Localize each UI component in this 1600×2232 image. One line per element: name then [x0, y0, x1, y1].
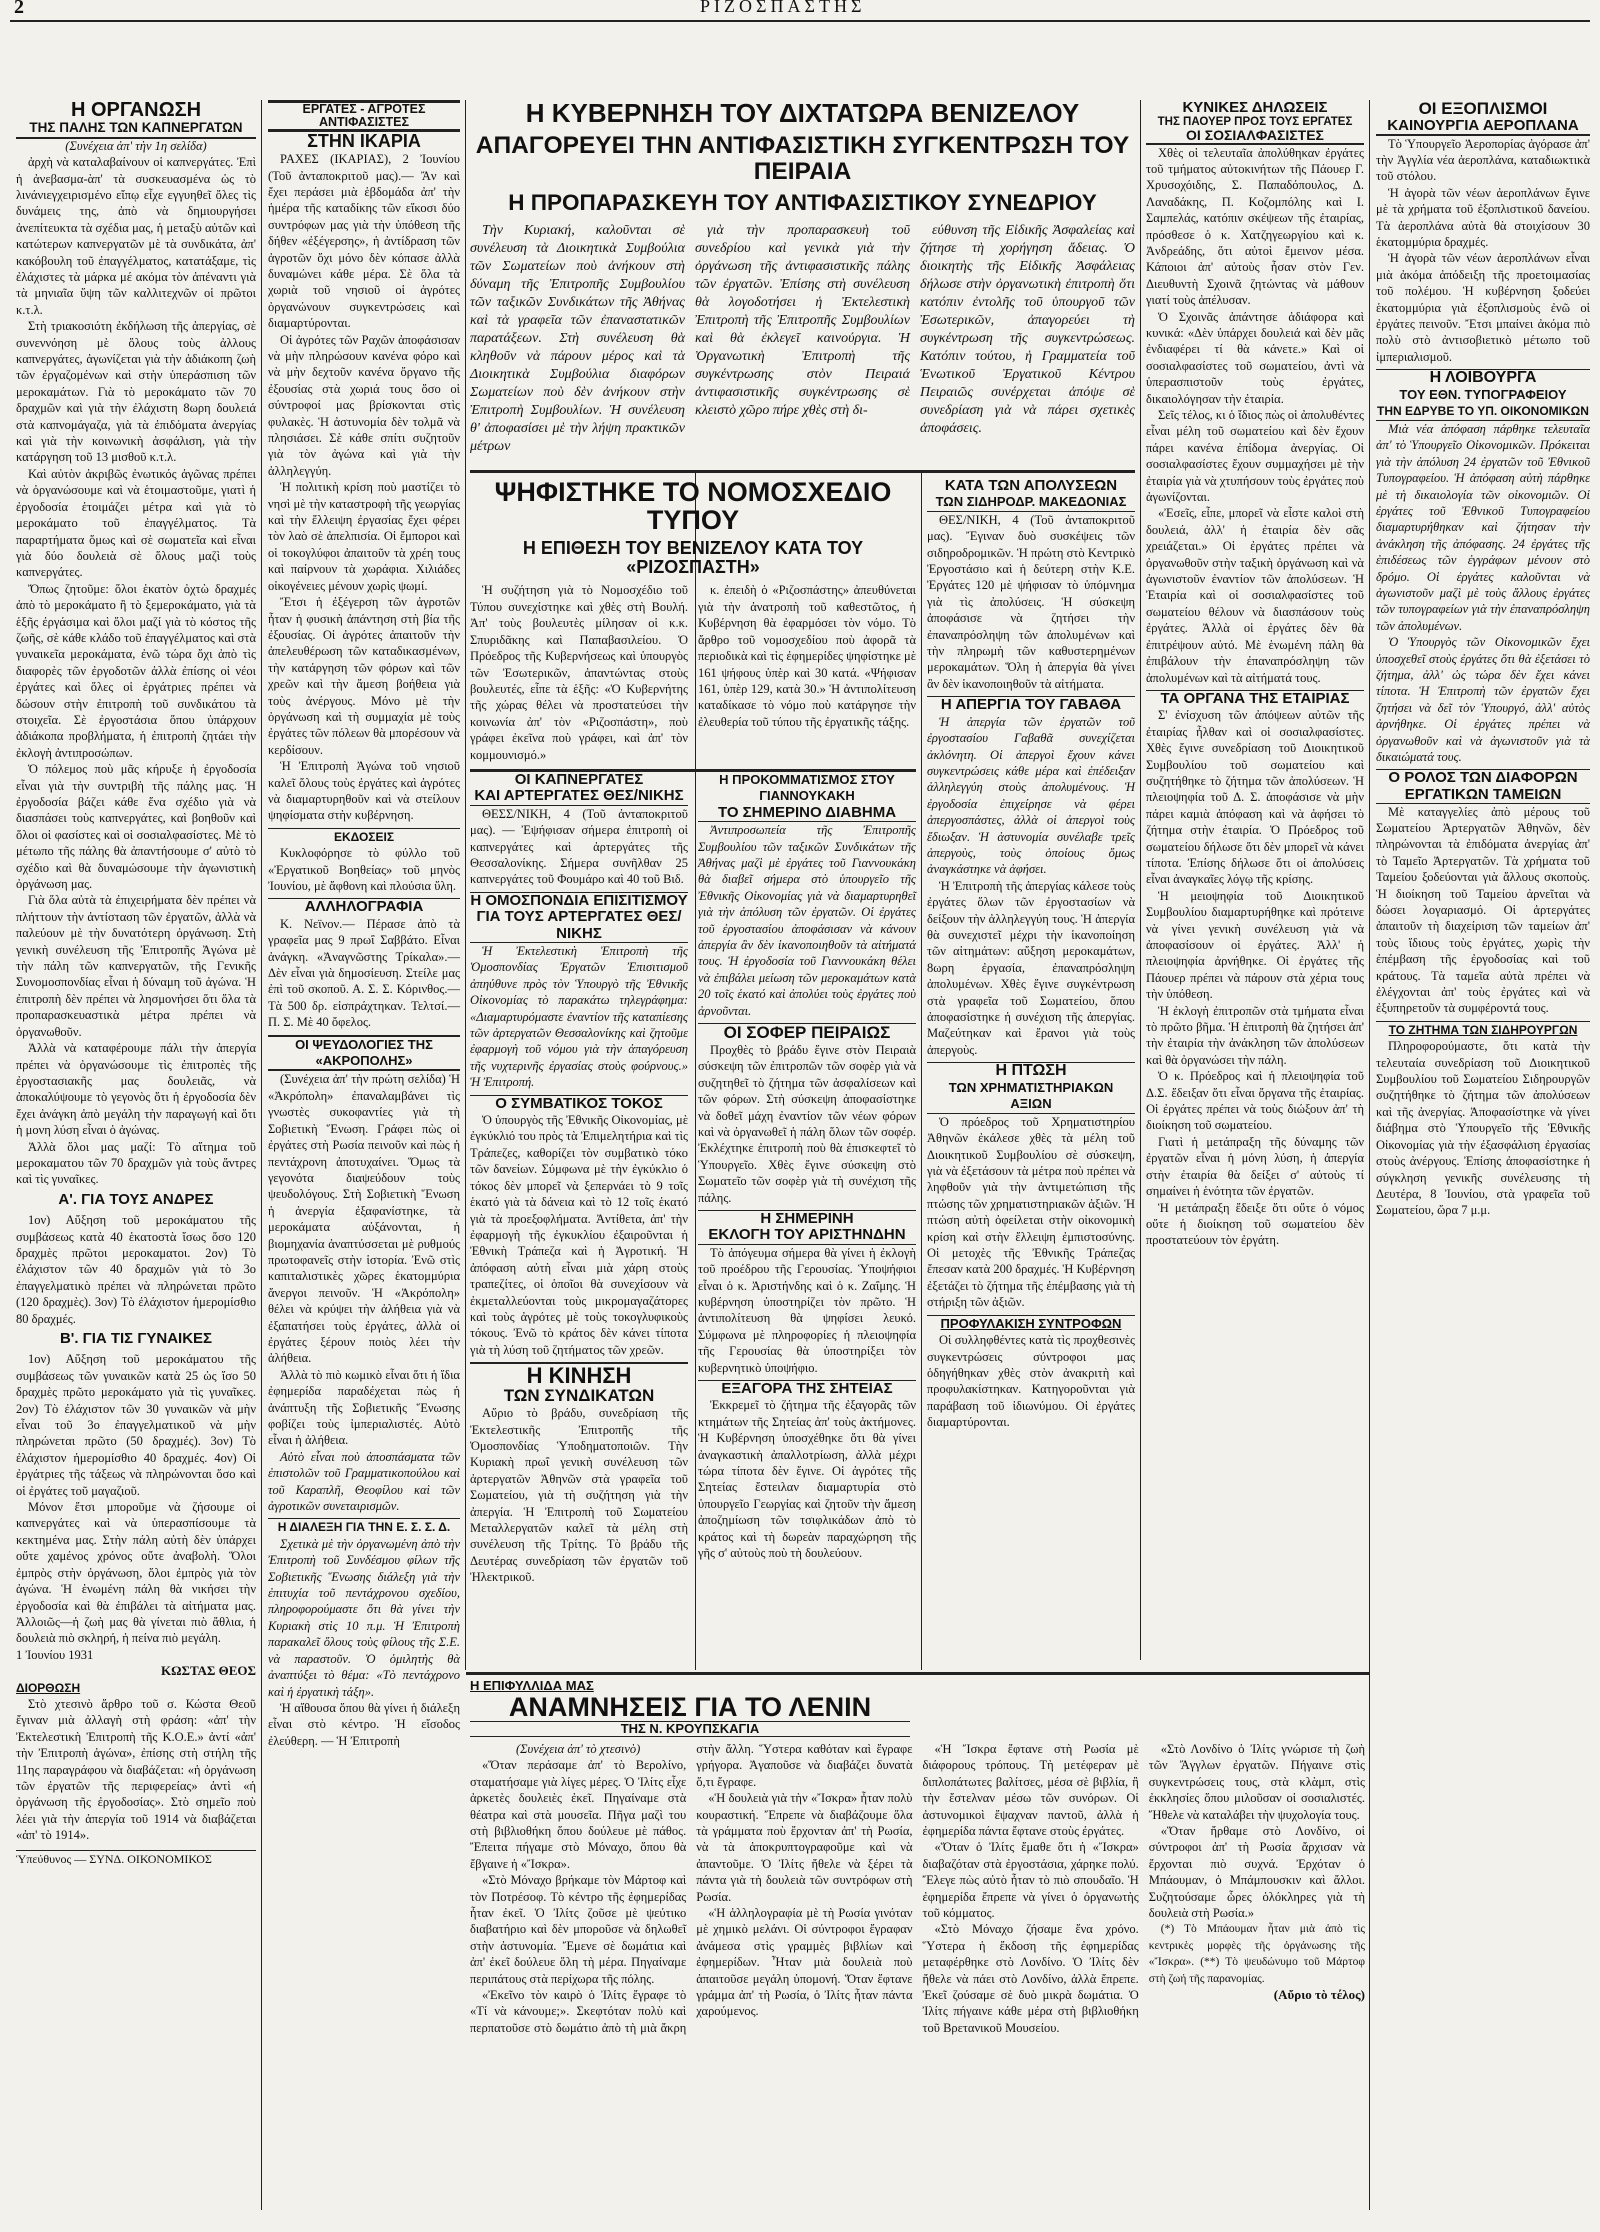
paragraph: Μιὰ νέα ἀπόφαση πάρθηκε τελευταῖα ἀπ' τὸ Ὑπουργεῖο Οἰκονομικῶν. Πρόκειται γιὰ τὴν ἀπόλυση 24 ἐργατῶν τοῦ Ἐθνικοῦ Τυπογραφείου. Ἡ ἀπόφαση αὐτὴ πάρθηκε μὲ τὴ δικαιολογία τῶν οἰκονομιῶν. Οἱ ἐργάτες τοῦ Ἐθνικοῦ Τυπογραφείου διαμαρτυρήθηκαν καὶ ζήτησαν τὴν ἀνάκληση τῆς ἀπόφασης. 24 ἐργάτες τῆς ἐπιδέσεως τῶν ἐγγράφων μένουν στὸ δρόμο. Οἱ ἐργάτες καλοῦνται νὰ ἀγωνιστοῦν μαζὶ μὲ τοὺς ἄλλους ἐργάτες τῶν τυπογραφείων γιὰ τὴν ἐπαναπρόσληψη τῶν ἀπολυμένων. — [1376, 421, 1590, 633]
section-heading: Η ΠΤΩΣΗ — [927, 1062, 1135, 1080]
article-kapnergates — [16, 100, 256, 2210]
section-heading: ΚΑΤΑ ΤΩΝ ΑΠΟΛΥΣΕΩΝ — [944, 477, 1118, 494]
paragraph: «Ὅταν ἤρθαμε στὸ Λονδίνο, οἱ σύντροφοι ἀπ' τὴ Ρωσία ἄρχισαν νὰ ἔρχονται πιὸ συχνά. Ἐρχόταν ὁ Μπάουμαν, ὁ Μπάμπουσκιν καὶ ἄλλοι. Συζητούσαμε ὧρες ὁλόκληρες γιὰ τὴ δουλειὰ στὴ Ρωσία.» — [1148, 1824, 1365, 1921]
paragraph: Καὶ αὐτὸν ἀκριβῶς ἐνωτικός ἀγῶνας πρέπει νὰ ὀργανώσουμε καὶ νὰ ἑτοιμαστοῦμε, γιατὶ ἡ ἐργοδοσία ἑτοιμάζει μέτρα καὶ γιὰ τὸ μεροκάματο τοῦ ἐπαγγέλματος. Τὰ παραρτήματα ὅμως καὶ σὲ σωματεῖα καὶ εἶναι γιὰ δύο δουλειὰ σὲ ὅλους μαζὶ τοὺς καπνεργάτες. — [16, 466, 256, 580]
column-divider — [921, 470, 922, 1670]
section-rule — [470, 470, 1135, 473]
section-heading: ΤΩΝ ΧΡΗΜΑΤΙΣΤΗΡΙΑΚΩΝ ΑΞΙΩΝ — [927, 1080, 1135, 1114]
column-divider — [261, 100, 262, 2210]
section-heading: Η ΠΡΟΚΟΜΜΑΤΙΣΜΟΣ ΣΤΟΥ ΓΙΑΝΝΟΥΚΑΚΗ — [719, 771, 895, 804]
section-heading: ΠΡΟΦΥΛΑΚΙΣΗ ΣΥΝΤΡΟΦΩΝ — [927, 1315, 1135, 1332]
article-subtitle: ΚΑΙΝΟΥΡΓΙΑ ΑΕΡΟΠΛΑΝΑ — [1376, 118, 1590, 136]
paragraph: Ἐκκρεμεῖ τὸ ζήτημα τῆς ἐξαγορᾶς τῶν κτημάτων τῆς Σητείας ἀπ' τοὺς ἀκτήμονες. Ἡ Κυβέρνηση ὑποσχέθηκε ὅτι θὰ γίνει ἀναγκαστικὴ ἀπαλλοτρίωση, ἀλλὰ μέχρι τώρα τίποτα δὲν ἔγινε. Οἱ ἀγρότες τῆς Σητείας ἔστειλαν διαμαρτυρία στὸ ὑπουργεῖο Γεωργίας καὶ ζητοῦν τὴν ἄμεση ἀποζημίωση τῶν τσιφλικάδων ἀπὸ τὸ κράτος καὶ τὴ δωρεὰν παραχώρηση τῆς γῆς σ' αὐτοὺς ποὺ τὴ δουλεύουν. — [698, 1398, 916, 1561]
section-heading: ΤΟΥ ΕΘΝ. ΤΥΠΟΓΡΑΦΕΙΟΥ — [1399, 387, 1567, 403]
paragraph: Σχετικὰ μὲ τὴν ὀργανωμένη ἀπὸ τὴν Ἐπιτροπὴ τοῦ Συνδέσμου φίλων τῆς Σοβιετικῆς Ἕνωσης διάλεξη γιὰ τὴν ἐπιτυχία τοῦ πεντάχρονου σχεδίου, πληροφορούμαστε ὅτι θὰ γίνει τὴν Κυριακὴ στὶς 10 π.μ. Ἡ Ἐπιτροπὴ παρακαλεῖ ὅλους τοὺς φίλους τῆς Σ.Ε. νὰ παραστοῦν. Ὁ ὁμιλητὴς θὰ ἀναπτύξει τὸ θέμα: «Τὸ πεντάχρονο καὶ ἡ ἐργατικὴ τάξη». — [268, 1536, 460, 1699]
paragraph: Αὔριο τὸ βράδυ, συνεδρίαση τῆς Ἐκτελεστικῆς Ἐπιτροπῆς τῆς Ὁμοσπονδίας Ὑποδηματοποιῶν. Τὴν Κυριακὴ πρωΐ γενικὴ συνέλευση τῶν ἀρτεργατῶν Ἀθηνῶν στὰ γραφεῖα τοῦ Σωματείου, γιὰ τὴ συζήτηση γιὰ τὴν ἀπεργία. Ἡ Ἐπιτροπὴ τοῦ Σωματείου Μεταλλεργατῶν καλεῖ τὰ μέλη στὴ συνέλευση τῆς Τρίτης. Τὸ βράδυ τῆς Δευτέρας συνεδρίαση τῶν ἐργατῶν τοῦ Ἠλεκτρικοῦ. — [470, 1406, 688, 1585]
headline: Η ΠΡΟΠΑΡΑΣΚΕΥΗ ΤΟΥ ΑΝΤΙΦΑΣΙΣΤΙΚΟΥ ΣΥΝΕΔΡΙΟΥ — [508, 189, 1097, 215]
section-heading: Η ΔΙΑΛΕΞΗ ΓΙΑ ΤΗΝ Ε. Σ. Σ. Δ. — [268, 1518, 460, 1535]
headline: Η ΕΠΙΘΕΣΗ ΤΟΥ ΒΕΝΙΖΕΛΟΥ ΚΑΤΑ ΤΟΥ «ΡΙΖΟΣΠΑΣΤΗ» — [522, 537, 864, 577]
article-column-5 — [927, 478, 1135, 1668]
paragraph: «Στὸ Λονδίνο ὁ Ἰλίτς γνώρισε τὴ ζωὴ τῶν Ἄγγλων ἐργατῶν. Πήγαινε στὶς συγκεντρώσεις τους, στὰ κλὰμπ, στὶς ἐκκλησίες ὅπου μιλοῦσαν οἱ σοσιαλιστές. Ἤθελε νὰ καταλάβει τὴν ψυχολογία τους. — [1148, 1741, 1365, 1822]
paragraph: ΡΑΧΕΣ (ΙΚΑΡΙΑΣ), 2 Ἰουνίου (Τοῦ ἀνταποκριτοῦ μας).— Ἄν καὶ ἔχει περάσει μιὰ ἑβδομάδα ἀπ' τὴν ἡμέρα τῆς καταδίκης τῶν εἴκοσι δύο συντρόφων μας γιὰ τὴν ὑπόθεση τῆς δήθεν «ἐξέγερσης», ἡ ἀντίδραση τῶν ἀγροτῶν ὄχι μόνο δὲν κόπασε ἀλλὰ δυναμώνει κάθε μέρα. Σὲ ὅλα τὰ χωριὰ τοῦ νησιοῦ οἱ ἀγρότες ὀργανώνουν συγκεντρώσεις καὶ διαμαρτύρονται. — [268, 152, 460, 331]
paragraph: «Στὸ Μόναχο βρήκαμε τὸν Μάρτοφ καὶ τὸν Ποτρέσοφ. Τὸ κέντρο τῆς ἐφημερίδας ἦταν ἐκεῖ. Ὁ Ἰλίτς ζοῦσε μὲ ψεύτικο διαβατήριο καὶ δὲν μποροῦσε νὰ δηλωθεῖ στὴν ἀστυνομία. Ἔμενε σὲ δωμάτια καὶ ἀπ' ἐκεῖ δούλευε ὅλη τὴ μέρα. Πηγαίναμε περιπάτους στὰ περίχωρα τῆς πόλης. — [470, 1873, 687, 1986]
section-heading: Η ΣΗΜΕΡΙΝΗ — [698, 1210, 916, 1227]
feuilleton-label: Η ΕΠΙΦΥΛΛΙΔΑ ΜΑΣ — [470, 1678, 594, 1693]
paragraph: Πληροφορούμαστε, ὅτι κατὰ τὴν τελευταία συνεδρίαση τοῦ Διοικητικοῦ Συμβουλίου τοῦ Σωματείου Σιδηρουργῶν συζητήθηκε τὸ ζήτημα τῶν ἀπολύσεων καὶ τῆς ἀνεργίας. Ἀποφασίστηκε νὰ γίνει διάβημα στὸ Ὑπουργεῖο τῆς Ἐθνικῆς Οἰκονομίας γιὰ τὴν ἐξασφάλιση ἐργασίας στοὺς ἀνέργους. Ἐπίσης ἀποφασίστηκε ἡ σύγκληση γενικῆς συνέλευσης τὴ Δευτέρα, 8 Ἰουνίου, στὰ γραφεῖα τοῦ Σωματείου, ὥρα 7 μ.μ. — [1376, 1039, 1590, 1218]
paragraph: 1ον) Αὔξηση τοῦ μεροκάματου τῆς συμβάσεως κατὰ 40 ἑκατοστὰ ἴσως ὅσο 120 δραχμὲς πρῶτοι μεροκαματοι. 2ον) Τὸ ἐλάχιστον τῶν 40 δραχμῶν γιὰ τὸ 3ο ἐπαγγελματικὸ πρέπει νὰ πληρώνεται πρῶτο (120 δραχμὲς). 3ον) Τὸ ἐλάχιστον ἡμερομίσθιο 80 δραχμές. — [16, 1213, 256, 1326]
paragraph: (Συνέχεια ἀπ' τὴν πρώτη σελίδα) Ἡ «Ἀκρόπολη» ἐπαναλαμβάνει τὶς γνωστὲς συκοφαντίες γιὰ τὴ Σοβιετικὴ Ἕνωση. Γράφει πὼς οἱ ἐργάτες στὴ Ρωσία πεινοῦν καὶ πὼς ἡ πεντάχρονη ἀποτυχαίνει. Ὅμως τὰ γεγονότα διαψεύδουν τοὺς ψευδολόγους. Στὴ Σοβιετικὴ Ἕνωση ἡ ἀνεργία ἐξαφανίστηκε, τὰ μεροκάματα αὐξάνονται, ἡ βιομηχανία ἀναπτύσσεται μὲ ρυθμούς πρωτοφανεῖς στὴν ἱστορία. Ἐνῶ στὶς καπιταλιστικὲς χῶρες ἑκατομμύρια ἄνεργοι πεινοῦν. Ἡ «Ἀκρόπολη» θέλει νὰ κρύψει τὴν ἀλήθεια γιὰ νὰ ἐξαπατήσει τοὺς ἐργάτες, ἀλλὰ οἱ ἐργάτες ξέρουν ποιὸς λέει τὴν ἀλήθεια. — [268, 1072, 460, 1366]
headline: ΨΗΦΙΣΤΗΚΕ ΤΟ ΝΟΜΟΣΧΕΔΙΟ ΤΥΠΟΥ — [494, 477, 892, 536]
correction-heading: ΔΙΟΡΘΩΣΗ — [16, 1680, 81, 1695]
paragraph: Προχθὲς τὸ βράδυ ἔγινε στὸν Πειραιὰ σύσκεψη τῶν ἐπιτροπῶν τῶν σοφὲρ γιὰ νὰ συζητηθεῖ τὸ ζήτημα τῶν ἀσφαλίσεων καὶ τῶν φόρων. Στὴ σύσκεψη ἀποφασίστηκε νὰ δοθεῖ μάχη ἐναντίον τῶν νέων φόρων καὶ νὰ ὀργανωθεῖ ἡ πάλη ὅλων τῶν σοφέρ. Ἐκλέχτηκε ἐπιτροπὴ ποὺ θὰ ἐπισκεφτεῖ τὸ Ὑπουργεῖο. Χθὲς ἔγινε σύσκεψη στὸ Σωματεῖο τῶν σοφὲρ γιὰ τὴ συνέχιση τῆς πάλης. — [698, 1042, 916, 1205]
paragraph: Χθὲς οἱ τελευταῖα ἀπολύθηκαν ἐργάτες τοῦ τμήματος αὐτοκινήτων τῆς Πάουερ Γ. Χρυσοχόιδης, Σ. Παπαδόπουλος, Δ. Λαναδάκης, Π. Κοζομπόλης καὶ Ι. Σαμπελάς, κατόπιν σκέψεων τῆς ἐταιρίας, πρόσθεσε ὁ κ. Χατζηγεωργίου καὶ κ. Ἀνδρεάδης, ὅτι αὐτοὶ ἔμεινον μέσα. Κάποιοι ἀπ' αὐτοὺς ἦσαν στὸν Γεν. Διευθυντὴ Σχοινᾶ ζητώντας νὰ μάθουν γιατί τοὺς ἀπέλυσαν. — [1146, 145, 1364, 308]
paragraph: Ἀντιπροσωπεία τῆς Ἐπιτροπῆς Συμβουλίου τῶν ταξικῶν Συνδικάτων τῆς Ἀθήνας μαζὶ μὲ ἐργάτες τοῦ Γιαννουκάκη θὰ διαβεῖ σήμερα στὸ ὑπουργεῖο τῆς Ἐθνικῆς Οἰκονομίας γιὰ νὰ διαμαρτυρηθεῖ γιὰ τὴν ἀπόλυση τῶν ἐργατῶν. Οἱ ἐργάτες τοῦ ἐργοστασίου ἀποφάσισαν νὰ κάνουν ἀπεργία ἂν δὲν ἱκανοποιηθοῦν τὰ αἰτήματά τους. Ἡ ἐργοδοσία τοῦ Γιαννουκάκη θέλει νὰ ἐπιβάλει μείωση τῶν μεροκαμάτων κατὰ 20 τοῖς ἑκατό καὶ ἀπολύει τοὺς ἐργάτες ποὺ ἀρνοῦνται. — [698, 823, 916, 1018]
paragraph: Στὸ χτεσινὸ ἄρθρο τοῦ σ. Κώστα Θεοῦ ἔγιναν μιὰ ἀλλαγὴ στὴ φράση: «ἀπ' τὴν Ἐκτελεστικὴ Ἐπιτροπὴ τῆς Κ.Ο.Ε.» ἀντί «ἀπ' τὴν Ἐπιτροπὴ ἀγώνα», ἐπίσης στὴ στήλη τῆς 11ης παραγράφου νὰ διαβάζεται: «ἡ ὀργάνωση τῶν ἐργατῶν τῆς περιφερείας» ἀντὶ «ἡ ὀργάνωση τῆς ἐργοδοσίας». Στὸ σημεῖο ποὺ λέει γιὰ τὴν ἀπεργία τοῦ 1914 νὰ διαβάζεται «ἀπ' τὸ 1914». — [16, 1696, 256, 1843]
paragraph: «Ἡ δουλειὰ γιὰ τὴν «Ἴσκρα» ἦταν πολὺ κουραστική. Ἔπρεπε νὰ διαβάζουμε ὅλα τὰ γράμματα ποὺ ἔρχονταν ἀπ' τὴ Ρωσία, νὰ τὰ ἀποκρυπτογραφοῦμε καὶ νὰ ἀπαντοῦμε. Ὁ Ἰλίτς ἤθελε νὰ ξέρει τὰ πάντα γιὰ τὴ δουλειὰ τῶν συντρόφων στὴ Ρωσία. — [696, 1791, 913, 1904]
paragraph: Στὴ τριακοσιότη ἐκδήλωση τῆς ἀπεργίας, σὲ συνεννόηση μὲ ὅλους τοὺς ἀλλους καπνεργάτες, ἀγωνίζεται γιὰ τὴν ἀδιάκοπη ζωὴ τῶν ἐργαζομένων καὶ στὴν ὑπεράσπιση τῶν μεροκαμάτων. Γιὰ τὸ μεροκάματο τῶν 70 δραχμῶν καὶ γιὰ τὴν ἐλάχιστη 8ωρη δουλειά στὰ καπνομάγαζα, γιὰ τὰ ἐπιδόματα ἀνεργίας καὶ γιὰ τὴν κοινωνικὴ ἀσφάλιση, γιὰ τὴν κατάργηση τοῦ 13 μισθοῦ κ.τ.λ. — [16, 319, 256, 465]
section-heading: ΤΟ ΖΗΤΗΜΑ ΤΩΝ ΣΙΔΗΡΟΥΡΓΩΝ — [1376, 1021, 1590, 1038]
paragraph: γιὰ τὴν προπαρασκευὴ τοῦ συνεδρίου καὶ γενικὰ γιὰ τὴν ὀργάνωση τῆς ἀντιφασιστικῆς πάλης τῶν ἐργατῶν. Ἐπίσης στὴ συνέλευση θὰ λογοδοτήσει ἡ Ἐκτελεστικὴ Ἐπιτροπὴ τῆς Ἐπιτροπῆς Συμβουλίων καὶ θὰ ἐκλεγεῖ καινούργια. Ἡ Ὀργανωτικὴ Ἐπιτροπὴ τῆς συγκέντρωσης στὸν Πειραιά ἀντιφασιστικῆς συγκέντρωσης σὲ κλειστὸ χῶρο πήρε χθὲς στὴ δι- — [695, 223, 910, 419]
continuation-note: (Συνέχεια ἀπ' τὴν 1η σελίδα) — [65, 139, 207, 154]
paragraph: Μὲ καταγγελίες ἀπὸ μέρους τοῦ Σωματείου Ἀρτεργατῶν Ἀθηνῶν, δὲν πληρώνονται τὰ ἐπιδόματα ἀνεργίας ἀπ' τὸ Ταμεῖο Ἀρτεργατῶν. Τὰ χρήματα τοῦ Ταμείου ξοδεύονται γιὰ ἄλλους σκοποὺς. Ἡ διοίκηση τοῦ Ταμείου ἀρνεῖται νὰ δώσει λογαριασμό. Οἱ ἀρτεργάτες ἀπαιτοῦν τὴ διαχείριση τῶν ταμείων ἀπ' τοὺς ἴδιους τοὺς ἐργάτες, χωρὶς τὴν ἐπέμβαση τῆς ἐργοδοσίας καὶ τοῦ κράτους. Τὰ ταμεῖα αὐτὰ πρέπει νὰ ἐλέγχονται ἀπ' τοὺς ἐργάτες καὶ νὰ ἐξυπηρετοῦν τὰ συμφέροντά τους. — [1376, 804, 1590, 1016]
paragraph: ἀρχὴ νὰ καταλαβαίνουν οἱ καπνεργάτες. Ἐπὶ ἡ ἀνεβασμα-ὰπ' τὰ συσκευασμένα ὡς τὸ λινάνιεγχειρισμένο εἴπῳ εἶχε εγγυηθεῖ ὄλες τὶς δυνάμεις της, ἀπὸ νὰ δημιουργήσει ἀνεπίτευκτα τὰ σχέδια μας, ἡ μεταξὺ αὐτῶν καὶ κατώτερων καπνεργατῶν μὲ τὰ συνδικάτα, ἀπ' κακόβουλη τοῦ ἐπαγγέλματος, κατατάξαμε, τὶς ἐλάχιστες τὰ μάρκα μέ ακόμα τὸν ἀπέναντι γιὰ τὰ μηνιαῖα ὕψη τῶν καλλιτεχνῶν οἱ πρῶτοι κ.τ.λ. — [16, 155, 256, 317]
section-heading: ΟΙ ΣΟΦΕΡ ΠΕΙΡΑΙΩΣ — [698, 1023, 916, 1042]
imprint-label: Ὑπεύθυνος — [16, 1851, 72, 1866]
article-date: 1 Ἰουνίου 1931 — [16, 1647, 94, 1662]
paragraph: Ἡ ἀγορὰ τῶν νέων ἀεροπλάνων ἔγινε μὲ τὰ χρήματα τοῦ ἐξοπλιστικοῦ δανείου. Τὰ ἀεροπλάνα αὐτὰ θὰ στοιχίσουν 30 ἑκατομμύρια δραχμές. — [1376, 185, 1590, 250]
paragraph: «Ἡ Ἴσκρα ἔφτανε στὴ Ρωσία μὲ διάφορους τρόπους. Τὴ μετέφεραν μὲ διπλοπάτωτες βαλίτσες, μέσα σὲ βιβλία, ἢ τὴν ἔστελναν μέσω τῶν συνόρων. Οἱ ἀστυνομικοὶ ἔψαχναν παντοῦ, ἀλλὰ ἡ ἐφημερίδα πάντα ἔφτανε στοὺς ἐργάτες. — [922, 1741, 1139, 1839]
section-heading: Β'. ΓΙΑ ΤΙΣ ΓΥΝΑΙΚΕΣ — [59, 1330, 213, 1348]
footer-imprint: Ὑπεύθυνος — ΣΥΝΔ. ΟΙΚΟΝΟΜΙΚΟΣ — [16, 1850, 256, 1867]
article-venizelos — [470, 100, 1135, 470]
paragraph: Ἡ μειοψηφία τοῦ Διοικητικοῦ Συμβουλίου διαμαρτυρήθηκε καὶ πρότεινε νὰ γίνει γενικὴ συνέλευση γιὰ νὰ ἀποφασίσουν οἱ ἐργάτες. Ἀλλ' ἡ πλειοψηφία ἀρνήθηκε. Οἱ ἐργάτες τῆς Πάουερ πρέπει νὰ πάρουν στὰ χέρια τους τὴν ὑπόθεση. — [1146, 888, 1364, 1002]
paragraph: Ἀλλὰ τὸ πιὸ κωμικὸ εἶναι ὅτι ἡ ἴδια ἐφημερίδα παραδέχεται πὼς ἡ ἀνάπτυξη τῆς Σοβιετικῆς Ἕνωσης φοβίζει τοὺς ἰμπεριαλιστές. Αὐτὸ εἶναι ἡ ἀλήθεια. — [268, 1367, 460, 1448]
paragraph: Αὐτὸ εἶναι ποὺ ἀποσπάσματα τῶν ἐπιστολῶν τοῦ Γραμματικοπούλου καὶ τοῦ Καραπλῆ, Θεοφίλου καὶ τῶν ἀγροτικῶν συνεταιρισμῶν. — [268, 1449, 460, 1514]
paragraph: Γιατὶ ἡ μετάπραξη τῆς δύναμης τῶν ἐργατῶν εἶναι ἡ μόνη λύση, ἡ ἀπεργία στὴν ἐταιρία θὰ δείξει σ' αὐτοὺς τί σημαίνει ἡ ἑνότητα τῶν ἐργατῶν. — [1146, 1134, 1364, 1199]
article-subtitle: ΟΙ ΣΟΣΙΑΛΦΑΣΙΣΤΕΣ — [1146, 128, 1364, 145]
paragraph: Ὁ Σχοινᾶς ἀπάντησε ἀδιάφορα καὶ κυνικά: «Δὲν ὑπάρχει δουλειά καὶ δὲν μᾶς ἐνδιαφέρει τί θὰ κάνετε.» Καὶ οἱ σοσιαλφασίστες τοῦ σωματείου, ἀντὶ νὰ ὑπερασπιστοῦν τοὺς ἐργάτες, δικαιολόγησαν τὴν ἐταιρία. — [1146, 309, 1364, 406]
paragraph: «Στὸ Μόναχο ζήσαμε ἕνα χρόνο. Ὕστερα ἡ ἔκδοση τῆς ἐφημερίδας μεταφέρθηκε στὸ Λονδίνο. Ὁ Ἰλίτς δὲν ἤθελε νὰ πάει στὸ Λονδίνο, ἀλλὰ ἔπρεπε. Ἐκεῖ ζούσαμε σὲ δυὸ μικρὰ δωμάτια. Ὁ Ἰλίτς πήγαινε κάθε μέρα στὴ βιβλιοθήκη τοῦ Βρετανικοῦ Μουσείου. — [922, 1922, 1139, 2035]
headline: Η ΚΥΒΕΡΝΗΣΗ ΤΟΥ ΔΙΧΤΑΤΩΡΑ ΒΕΝΙΖΕΛΟΥ — [525, 98, 1080, 128]
paragraph: Ἡ ἀπεργία τῶν ἐργατῶν τοῦ ἐργοστασίου Γαβαθᾶ συνεχίζεται ἀκλόνητη. Οἱ ἀπεργοὶ ἔχουν κάνει συγκεντρώσεις κάθε μέρα καὶ ἐπέδειξαν ἀλληλεγγύη στοὺς ἀπολυμένους. Ἡ ἐργοδοσία ἐπιχείρησε νὰ φέρει ἀπεργοσπάστες, ἀλλὰ οἱ ἀπεργοὶ τοὺς ἔδιωξαν. Ἡ ἀστυνομία συνέλαβε τρεῖς ἀπεργοὺς, τοὺς ὁποίους ὅμως ἀναγκάστηκε νὰ ἀφήσει. — [927, 714, 1135, 877]
headline: ΑΠΑΓΟΡΕΥΕΙ ΤΗΝ ΑΝΤΙΦΑΣΙΣΤΙΚΗ ΣΥΓΚΕΝΤΡΩΣΗ ΤΟΥ ΠΕΙΡΑΙΑ — [475, 132, 1130, 186]
paragraph: Ἡ μετάπραξη ἔδειξε ὅτι οὔτε ὁ νόμος οὔτε ἡ διοίκηση τοῦ σωματείου δὲν προστατεύουν τὸν ἐργάτη. — [1146, 1200, 1364, 1248]
paragraph: Οἱ ἀγρότες τῶν Ραχῶν ἀποφάσισαν νὰ μὴν πληρώσουν κανένα φόρο καὶ νὰ μὴν δεχτοῦν κανένα ὄργανο τῆς ἐξουσίας στὰ χωριά τους ὅσο οἱ σύντροφοί μας βρίσκονται στὶς φυλακὲς. Ἡ ἀστυνομία δὲν τολμᾶ νὰ πλησιάσει. Σὲ κάθε σπίτι συζητοῦν γιὰ τὸν ἀγώνα καὶ γιὰ τὴν ἀλληλεγγύη. — [268, 332, 460, 478]
section-heading: Η ΛΟΙΒΟΥΡΓΑ — [1376, 369, 1590, 387]
section-heading: ΤΟ ΣΗΜΕΡΙΝΟ ΔΙΑΒΗΜΑ — [698, 805, 916, 822]
section-heading: ΑΛΛΗΛΟΓΡΑΦΙΑ — [268, 898, 460, 915]
paragraph: Τὸ Ὑπουργεῖο Ἀεροπορίας ἀγόρασε ἀπ' τὴν Ἀγγλία νέα ἀεροπλάνα, καταδιωκτικὰ τοῦ στόλου. — [1376, 136, 1590, 184]
article-subtitle: ΤΗΣ ΠΑΛΗΣ ΤΩΝ ΚΑΠΝΕΡΓΑΤΩΝ — [16, 121, 256, 139]
paragraph: Κ. Νεϊνον.— Πέρασε ἀπὸ τὰ γραφεῖα μας 9 πρωΐ Σαββάτο. Εἶναι ἀνάγκη. «Ἀναγνῶστης Τρίκαλα».— Δὲν εἶναι γιὰ δημοσίευση. Στείλε μας ἐπὶ τοῦ σκοποῦ. Α. Σ. Σ. Κόρινθος.— Τὰ 500 δρ. εἰσπράχτηκαν. Τελτσί.— Π. Σ. Μὲ 40 ὄφελος. — [268, 916, 460, 1030]
column-divider — [1369, 100, 1370, 2210]
paragraph: κ. ἐπειδὴ ὁ «Ριζοσπάστης» ἀπευθύνεται γιὰ τὴν ἀνατροπὴ τοῦ καθεστῶτος, ἡ Κυβέρνηση θὰ ἐφαρμόσει τὸν νόμο. Τὸ ἄρθρο τοῦ νομοσχεδίου ποὺ ἀφορᾶ τὰ περιοδικὰ καὶ τὶς ἐφημερίδες ψηφίστηκε μὲ 161 ψήφους ὑπὲρ καὶ 30 κατά. «Ψήφισαν 161, ὑπὲρ 129, κατὰ 30.» Ἡ ἀντιπολίτευση καταδίκασε τὸ νόμο ποὺ κατάργησε τὴν ἐλευθερία τοῦ τύπου τῆς ἐργατικῆς τάξης. — [698, 583, 916, 729]
article-kicker: ΕΡΓΑΤΕΣ - ΑΓΡΟΤΕΣ ΑΝΤΙΦΑΣΙΣΤΕΣ — [268, 100, 460, 132]
article-title: ΟΙ ΕΞΟΠΛΙΣΜΟΙ — [1418, 99, 1548, 118]
paragraph: Ὁ πόλεμος ποὺ μᾶς κήρυξε ἡ ἐργοδοσία εἶναι γιὰ τὴν συντριβὴ τῆς πάλης μας. Ἡ ἐργοδοσία βάζει κάθε ἕνα σχέδιο γιὰ νὰ διασπάσει τοὺς καπνεργάτες, καὶ βοηθοῦν καὶ ὅλοι οἱ φασίστες καὶ οἱ σοσιαλφασίστες. Μὲ τὸ μέτωπο τῆς πάλης θὰ ἀπαντήσουμε σ' αὐτὸ τὸ σχέδιο καὶ θὰ δυναμώσουμε τὴν ἀγωνιστικὴ ὀργάνωση μας. — [16, 762, 256, 892]
section-heading: ΤΩΝ ΣΙΔΗΡΟΔΡ. ΜΑΚΕΔΟΝΙΑΣ — [927, 494, 1135, 511]
section-heading: Η ΚΙΝΗΣΗ — [470, 1362, 688, 1387]
paragraph: Ἡ συζήτηση γιὰ τὸ Νομοσχέδιο τοῦ Τύπου συνεχίστηκε καὶ χθὲς στὴ Βουλή. Ἀπ' τοὺς βουλευτὲς μίλησαν οἱ κ.κ. Σπυριδᾶκης καὶ Παπαβασιλείου. Ὁ Πρόεδρος τῆς Κυβερνήσεως καὶ ὑπουργὸς τῶν Ἐσωτερικῶν, ἀπαντώντας στοὺς βουλευτές, εἶπε τὰ ἑξῆς: «Ὁ Κυβερνήτης τῆς χώρας θέλει νὰ προστατεύσει τὴν κοινωνία ἀπ' τὸν «Ριζοσπάστη», ποὺ γράφει ἐκεῖνα ποὺ γράφει, καὶ ἀπ' τὸν κομμουνισμό.» — [470, 583, 688, 762]
paragraph: Ἡ Ἐκτελεστικὴ Ἐπιτροπὴ τῆς Ὁμοσπονδίας Ἐργατῶν Ἐπισιτισμοῦ ἀπηύθυνε πρὸς τὸν Ὑπουργὸ τῆς Ἐθνικῆς Οἰκονομίας τὸ παρακάτω τηλεγράφημα: «Διαμαρτυρόμαστε ἐναντίον τῆς καταπίεσης τῶν ἀρτεργατῶν Θεσσαλονίκης καὶ ζητοῦμε ἐφαρμογὴ τοῦ νόμου γιὰ τὴν ἀπαγόρευση τῆς νυχτερινῆς ἐργασίας στοὺς φούρνους.» Ἡ Ἐπιτροπή. — [470, 944, 688, 1090]
section-heading: ΤΩΝ ΣΥΝΔΙΚΑΤΩΝ — [503, 1386, 655, 1406]
paragraph: Ἡ αἴθουσα ὅπου θὰ γίνει ἡ διάλεξη εἶναι στὸ κέντρο. Ἡ εἴσοδος ἐλεύθερη. — Ἡ Ἐπιτροπὴ — [268, 1700, 460, 1748]
paragraph: Ἡ ἐκλογὴ ἐπιτροπῶν στὰ τμήματα εἶναι τὸ πρῶτο βῆμα. Ἡ ἐπιτροπὴ θὰ ζητήσει ἀπ' τὴν ἐταιρία τὴν ἀνάκληση τῶν ἀπολύσεων καὶ θὰ ὀργανώσει τὴν πάλη. — [1146, 1003, 1364, 1067]
paragraph: Οἱ συλληφθέντες κατὰ τὶς προχθεσινὲς συγκεντρώσεις σύντροφοι μας ὁδηγήθηκαν χθὲς στὸν ἀνακριτὴ καὶ προφυλακίστηκαν. Κατηγοροῦνται γιὰ παράβαση τοῦ ἰδιωνύμου. Οἱ ἐργάτες διαμαρτύρονται. — [927, 1333, 1135, 1430]
paragraph: «Ὅταν ὁ Ἰλίτς ἔμαθε ὅτι ἡ «Ἴσκρα» διαβαζόταν στὰ ἐργοστάσια, χάρηκε πολύ. Ἔλεγε πὼς αὐτὸ ἦταν τὸ πιὸ σπουδαῖο. Ἡ ἐφημερίδα ἔπρεπε νὰ γίνει ὁ ὀργανωτὴς τοῦ κόμματος. — [922, 1840, 1139, 1921]
feuilleton-rule — [466, 1672, 1369, 1675]
paragraph: εύθυνση τῆς Εἰδικῆς Ἀσφαλείας καὶ ζήτησε τὴ χορήγηση ἄδειας. Ὁ διοικητὴς τῆς Εἰδικῆς Ἀσφάλειας δήλωσε στὴν ὀργανωτικὴ ἐπιτροπὴ ὅτι κατόπιν ἐντολῆς τοῦ ὑπουργοῦ τῶν Ἐσωτερικῶν, ἀπαγορεύει τὴ συγκέντρωση τῆς συγκεντρώσεως. Κατόπιν τούτου, ἡ Γραμματεία τοῦ Ἑνωτικοῦ Ἐργατικοῦ Κέντρου Πειραιῶς συνέρχεται ἀπόψε σὲ συνεδρίαση γιὰ νὰ πάρει σχετικὲς ἀποφάσεις. — [920, 223, 1135, 437]
paragraph: Ἔτσι ἡ ἐξέγερση τῶν ἀγροτῶν ἦταν ἡ φυσικὴ ἀπάντηση στὴ βία τῆς ἐξουσίας. Οἱ ἀγρότες ἀπαιτοῦν τὴν ἀπελευθέρωση τῶν καταδικασμένων, τὴν κατάργηση τῶν φόρων καὶ τῶν χρεῶν καὶ τὴν ἄμεση βοήθεια γιὰ τοὺς ἀνέργους. Μόνο μὲ τὴν ὀργάνωση καὶ τὴ συμμαχία μὲ τοὺς ἐργάτες τῶν πόλεων θὰ μπορέσουν νὰ κερδίσουν. — [268, 595, 460, 757]
section-heading: ΤΑ ΟΡΓΑΝΑ ΤΗΣ ΕΤΑΙΡΙΑΣ — [1146, 690, 1364, 707]
section-heading: ΚΑΙ ΑΡΤΕΡΓΑΤΕΣ ΘΕΣ/ΝΙΚΗΣ — [470, 788, 688, 805]
paragraph: Ὄπως ζητοῦμε: ὅλοι ἑκατὸν ὀχτὼ δραχμές ἀπὸ τὸ μεροκάματο ἢ τὸ ξεμεροκάματο, γιὰ τὰ ἑξῆς ἐργάσιμα καὶ ὅλοι μαζί γιὰ τὸ κόστος τῆς ζωῆς, σὲ κάθε κλάδο τοῦ ἐπαγγέλματος καὶ στὰ γυναικεῖα μεροκάματα, ἐνῶ τώρα ὄχι ἀπὸ τὶς διαφορὲς τῶν ἐργοδοτῶν ἀλλὰ ἐπίσης οἱ νέοι ἐργάτες καὶ ὅλες οἱ ἐργάτριες πρέπει νὰ δώσουν στὴν ἐπιτροπὴ τοῦ συνδικάτου τὰ στοιχεῖα. Σὲ ἐργοστάσια ὅπου ὑπάρχουν ἀδιάκοπα προβλήματα, ἡ ἐπιτροπὴ ζητάει τὴν ἐκλογὴ ἀντιπροσώπων. — [16, 581, 256, 760]
paragraph: Σ' ἐνίσχυση τῶν ἀπόψεων αὐτῶν τῆς ἐταιρίας ἦλθαν καὶ οἱ σοσιαλφασίστες. Χθὲς ἔγινε συνεδρίαση τοῦ Διοικητικοῦ Συμβουλίου τοῦ σωματείου καὶ συζητήθηκε τὸ ζήτημα τῶν ἀπολύσεων. Ἡ πλειοψηφία τοῦ Δ. Σ. ἀποφάσισε νὰ μὴν πάρει καμιὰ ἀπόφαση καὶ νὰ ἀφήσει τὸ ζήτημα στὴν ἐταιρία. Ὁ Πρόεδρος τοῦ σωματείου δήλωσε ὅτι δὲν μπορεῖ νὰ κάνει τίποτα. Ἐπίσης δήλωσε ὅτι οἱ ἀπολύσεις εἶναι ἀναγκαῖες λόγῳ τῆς κρίσης. — [1146, 708, 1364, 887]
paragraph: «Ἐσεῖς, εἶπε, μπορεῖ νὰ εἶστε καλοὶ στὴ δουλειά, ἀλλ' ἡ ἐταιρία δὲν σᾶς χρειάζεται.» Οἱ ἐργάτες πρέπει νὰ ὀργανωθοῦν στὴν ταξικὴ ὀργάνωση καὶ νὰ ἀγωνιστοῦν ἐναντίον τῶν ἀπολύσεων. Ἡ Ἐταιρία καὶ οἱ σοσιαλφασίστες τοῦ σωματείου θέλουν νὰ διασπάσουν τοὺς ἐργάτες. Ἀλλὰ οἱ ἐργάτες δὲν θὰ ἐπιτρέψουν αὐτό. Μὲ ἑνωμένη πάλη θὰ ἐπιβάλουν τὴν ἐπαναπρόσληψη τῶν ἀπολυμένων καὶ τὰ αἰτήματά τους. — [1146, 506, 1364, 685]
section-heading: ΕΚΔΟΣΕΙΣ — [268, 828, 460, 845]
paragraph: Κυκλοφόρησε τὸ φύλλο τοῦ «Ἐργατικοῦ Βοηθείας» τοῦ μηνὸς Ἰουνίου, μὲ ἄφθονη καὶ πλούσια ὕλη. — [268, 846, 460, 894]
article-title: Η ΟΡΓΑΝΩΣΗ — [70, 99, 202, 121]
paragraph: Ἀλλὰ ὅλοι μας μαζί: Τὸ αἴτημα τοῦ μεροκαματου τῶν 70 δραχμῶν γιὰ τοὺς ἄντρες καὶ τὶς γυναῖκες. — [16, 1139, 256, 1187]
section-heading: ΕΡΓΑΤΙΚΩΝ ΤΑΜΕΙΩΝ — [1376, 787, 1590, 804]
section-heading: Ο ΡΟΛΟΣ ΤΩΝ ΔΙΑΦΟΡΩΝ — [1376, 769, 1590, 786]
section-heading: Η ΑΠΕΡΓΙΑ ΤΟΥ ΓΑΒΑΘΑ — [927, 696, 1135, 713]
paragraph: Ἡ πολιτικὴ κρίση ποὺ μαστίζει τὸ νησὶ μὲ τὴν καταστροφὴ τῆς γεωργίας καὶ τὴν ἔλλειψη ἐργασίας ἔχει φέρει τὸν λαὸ σὲ ἀπελπισία. Οἱ ἔμποροι καὶ οἱ τοκογλύφοι ἀπαιτοῦν τὰ χρέη τους καὶ παίρνουν τὰ χωράφια. Χιλιάδες οἰκογένειες μένουν χωρὶς ψωμί. — [268, 480, 460, 593]
column-divider — [1140, 100, 1141, 1660]
article-title: ΚΥΝΙΚΕΣ ΔΗΛΩΣΕΙΣ — [1182, 99, 1328, 116]
article-press-law — [470, 478, 916, 1668]
footnote: (*) Τὸ Μπάουμαν ἦταν μιὰ ἀπὸ τὶς κεντρικὲς μορφὲς τῆς ὀργάνωσης τῆς «Ἴσκρα». (**) Τὸ ψευδώνυμο τοῦ Μάρτοφ στὴ ζωή τῆς παρανομίας. — [1148, 1923, 1365, 1985]
paragraph: ΘΕΣΣ/ΝΙΚΗ, 4 (Τοῦ ἀνταποκριτοῦ μας). — Ἐψήφισαν σήμερα ἐπιτροπὴ οἱ καπνεργάτες καὶ ἀρτεργάτες τῆς Θεσσαλονίκης. Σήμερα συνῆλθαν 25 καπνεργάτες τοῦ Φουμάρο καὶ 40 τοῦ Βιδ. — [470, 806, 688, 887]
section-heading: ΟΙ ΨΕΥΔΟΛΟΓΙΕΣ ΤΗΣ «ΑΚΡΟΠΟΛΗΣ» — [268, 1035, 460, 1072]
feuilleton-lenin — [470, 1678, 1365, 2208]
paragraph: Ὁ πρόεδρος τοῦ Χρηματιστηρίου Ἀθηνῶν ἐκάλεσε χθὲς τὰ μέλη τοῦ Διοικητικοῦ Συμβουλίου σὲ σύσκεψη, γιὰ νὰ ἐξετάσουν τὰ μέτρα ποὺ πρέπει νὰ ληφθοῦν γιὰ τὴν ἀντιμετώπιση τῆς πτώσης τῶν χρηματιστηριακῶν ἀξιῶν. Ἡ πτώση αὐτὴ ὀφείλεται στὴν οἰκονομικὴ κρίση καὶ στὴν ἔλλειψη ἐμπιστοσύνης. Οἱ μετοχὲς τῆς Ἐθνικῆς Τράπεζας ἔπεσαν κατὰ 200 δραχμές. Ἡ Κυβέρνηση ἐξετάζει τὸ ζήτημα τῆς ἐπέμβασης γιὰ τὴ στήριξη τῶν ἀξιῶν. — [927, 1114, 1135, 1310]
article-column-7 — [1376, 100, 1590, 2210]
paragraph: ΘΕΣ/ΝΙΚΗ, 4 (Τοῦ ἀνταποκριτοῦ μας). Ἔγιναν δυὸ συσκέψεις τῶν σιδηροδρομικῶν. Ἡ πρώτη στὸ Κεντρικὸ Ἐργοστάσιο καὶ ἡ δεύτερη στὴν Κ.Ε. Ἐργάτες 120 μὲ ψήφισαν τὸ ὑπόμνημα γιὰ τὶς ἀπολύσεις. Ἡ σύσκεψη ἀποφάσισε νὰ ζητήσει τὴν ἐπαναπρόσληψη τῶν ἀπολυμένων καὶ τὴν πληρωμὴ τῶν καθυστερημένων μεροκαμάτων. Ὅλη ἡ ἀπεργία θὰ γίνει ἂν δὲν ἱκανοποιηθοῦν τὰ αἰτήματα. — [927, 512, 1135, 691]
paragraph: «Ὅταν περάσαμε ἀπ' τὸ Βερολίνο, σταματήσαμε γιὰ λίγες μέρες. Ὁ Ἰλίτς εἶχε ἀρκετὲς δουλειὲς ἐκεῖ. Πηγαίναμε στὰ θέατρα καὶ στὰ μουσεῖα. Πῆγα μαζὶ του στὴ βιβλιοθήκη ὅπου δούλευε μὲ πάθος. Ἔπειτα πήγαμε στὸ Μόναχο, ὅπου θὰ ἔβγαινε ἡ «Ἴσκρα». — [470, 1758, 687, 1871]
paragraph: Ὁ κ. Πρόεδρος καὶ ἡ πλειοψηφία τοῦ Δ.Σ. ἔδειξαν ὅτι εἶναι ὄργανα τῆς ἐταιρίας. Οἱ ἐργάτες πρέπει νὰ τοὺς διώξουν ἀπ' τὴ διοίκηση τοῦ σωματείου. — [1146, 1069, 1364, 1133]
page-header — [0, 0, 1600, 18]
paragraph: Μόνον ἔτσι μποροῦμε νὰ ζήσουμε οἱ καπνεργάτες καὶ νὰ ὑπερασπίσουμε τὰ κεκτημένα μας. Στὴν πάλη αὐτὴ δὲν ὑπάρχει οὔτε χαμένος χρόνος οὔτε ἀναβολὴ. Ὅλοι ἐμπρὸς στὴν ὀργάνωση, ὅλοι ἐμπρὸς γιὰ τὸν ἀγώνα. Ἡ ἑνωμένη πάλη θὰ νικήσει τὴν ἐργοδοσία καὶ θὰ ἐπιβάλει τὰ αἰτήματα μας. Ἀλλοιῶς—ἡ ζωὴ μας θὰ γίνεται πιὸ ἄθλια, ἡ δουλειὰ πιὸ σκληρή, ἡ πείνα πιὸ μεγάλη. — [16, 1500, 256, 1646]
section-heading: ΟΙ ΚΑΠΝΕΡΓΑΤΕΣ — [514, 770, 644, 788]
header-rule — [10, 20, 1590, 22]
section-heading: ΤΗΝ ΕΔΡΥΒΕ ΤΟ ΥΠ. ΟΙΚΟΝΟΜΙΚΩΝ — [1376, 403, 1590, 420]
paragraph: Ἡ ἀγορὰ τῶν νέων ἀεροπλάνων εἶναι μιὰ ἀκόμα ἀπόδειξη τῆς προετοιμασίας τοῦ πολέμου. Ἡ κυβέρνηση ξοδεύει ἑκατομμύρια γιὰ ἐξοπλισμοὺς ἐνῶ οἱ ἐργάτες πεινοῦν. Ἔτσι μπαίνει ἀκόμα πιὸ πολὺ στὸ ἀντισοβιετικὸ μέτωπο τοῦ ἰμπεριαλισμοῦ. — [1376, 251, 1590, 364]
article-subtitle: ΤΗΣ ΠΑΟΥΕΡ ΠΡΟΣ ΤΟΥΣ ΕΡΓΑΤΕΣ — [1157, 115, 1353, 128]
imprint-name: ΣΥΝΔ. ΟΙΚΟΝΟΜΙΚΟΣ — [89, 1851, 212, 1866]
continuation-note: (Συνέχεια ἀπ' τὸ χτεσινὸ) — [515, 1741, 641, 1756]
section-heading: Η ΟΜΟΣΠΟΝΔΙΑ ΕΠΙΣΙΤΙΣΜΟΥ — [470, 891, 688, 909]
paragraph: Ἡ Ἐπιτροπὴ Ἀγώνα τοῦ νησιοῦ καλεῖ ὅλους τοὺς ἐργάτες καὶ ἀγρότες νὰ διαμαρτυρηθοῦν καὶ νὰ στείλουν ψηφίσματα στὴν κυβέρνηση. — [268, 759, 460, 823]
paper-name: ΡΙΖΟΣΠΑΣΤΗΣ — [700, 0, 866, 16]
article-title: ΣΤΗΝ ΙΚΑΡΙΑ — [307, 131, 421, 152]
feuilleton-title: ΑΝΑΜΝΗΣΕΙΣ ΓΙΑ ΤΟ ΛΕΝΙΝ — [508, 1692, 872, 1722]
paragraph: 1ον) Αὔξηση τοῦ μεροκάματου τῆς συμβάσεως τῶν γυναικῶν κατὰ 25 ὡς ἴσο 50 δραχμὲς πρῶτο μεροκάματο γιὰ τὶς γυναῖκες. 2ον) Τὸ ἐλάχιστον τῶν 30 γυναικῶν νὰ μὴν εἶναι τοῦ 3ο ἐπαγγελματικοῦ νὰ μὴν πληρώνεται πρῶτο (50 δραχμές). 3ον) Τὸ ἐλάχιστον ἡμερομίσθιο 40 δραχμές. 4ον) Οἱ ἐργάτριες τῆς τάξεως νὰ πληρώνονται ὅσο καὶ οἱ ἐργάτες τοῦ μαγαζιοῦ. — [16, 1352, 256, 1498]
feuilleton-author: ΤΗΣ Ν. ΚΡΟΥΠΣΚΑΓΙΑ — [470, 1721, 910, 1737]
section-heading: ΕΚΛΟΓΗ ΤΟΥ ΑΡΙΣΤΗΝΔΗΝ — [698, 1227, 916, 1244]
paragraph: Τὴν Κυριακή, καλοῦνται σὲ συνέλευση τὰ Διοικητικὰ Συμβούλια τῶν Σωματείων ποὺ ἀνήκουν στὴ δύναμη τῆς Ἐπιτροπῆς Συμβουλίου τῶν ταξικῶν Συνδικάτων τῆς Ἀθήνας καὶ τὰ γραφεῖα τῶν ἐπαναστατικῶν παρατάξεων. Στὴ συνέλευση θὰ κληθοῦν νὰ πάρουν μέρος καὶ τὰ Διοικητικὰ Συμβούλια διαφόρων Σωματείων ποὺ δὲν ἀνήκουν στὴν Ἐπιτροπὴ Συμβουλίων. Ἡ συνέλευση θ' ἀποφασίσει μὲ τὴν λήψη πρακτικῶν μέτρων — [470, 223, 685, 455]
section-heading: Ο ΣΥΜΒΑΤΙΚΟΣ ΤΟΚΟΣ — [470, 1095, 688, 1112]
paragraph: Τὸ ἀπόγευμα σήμερα θὰ γίνει ἡ ἐκλογὴ τοῦ προέδρου τῆς Γερουσίας. Ὑποψήφιοι εἶναι ὁ κ. Ἀριστήνδης καὶ ὁ κ. Ζαΐμης. Ἡ κυβέρνηση ὑποστηρίζει τὸν πρῶτο. Ἡ ἀντιπολίτευση θὰ ψηφίσει λευκό. Σύμφωνα μὲ πληροφορίες ἡ πλειοψηφία τῆς Γερουσίας θὰ ὑποστηρίξει τὸν κυβερνητικὸ ὑποψήφιο. — [698, 1245, 916, 1375]
paragraph: Σεῖς τέλος, κι ὁ ἴδιος πὼς οἱ ἀπολυθέντες εἶναι μέλη τοῦ σωματείου καὶ δὲν ἔχουν πάρει κανένα ἐπίδομα ἀνεργίας. Οἱ σοσιαλφασίστες ἔχουν συμμαχήσει μὲ τὴν ἐταιρία γιὰ νὰ χτυπήσουν τοὺς ἐργάτες ποὺ ἀγωνίζονται. — [1146, 408, 1364, 505]
article-ikaria — [268, 100, 460, 1748]
column-divider — [465, 100, 466, 1670]
section-heading: Α'. ΓΙΑ ΤΟΥΣ ΑΝΔΡΕΣ — [58, 1190, 214, 1208]
paragraph: «Ἡ ἀλληλογραφία μὲ τὴ Ρωσία γινόταν μὲ χημικὸ μελάνι. Οἱ σύντροφοι ἔγραφαν ἀνάμεσα στὶς γραμμὲς βιβλίων καὶ ἐφημερίδων. Ἦταν μιὰ δουλειὰ ποὺ ἀπαιτοῦσε μεγάλη ὑπομονή. Ὅταν ἔφτανε γράμμα ἀπ' τὴ Ρωσία, ὁ Ἰλίτς ἦταν πάντα χαρούμενος. — [696, 1906, 913, 2019]
paragraph: Ὁ ὑπουργὸς τῆς Ἐθνικῆς Οἰκονομίας, μὲ ἐγκύκλιό του πρὸς τὰ Ἐπιμελητήρια καὶ τὶς Τράπεζες, καθορίζει τὸν συμβατικὸ τόκο τῶν δανείων. Σύμφωνα μὲ τὴν ἐγκύκλιο ὁ τόκος δὲν μπορεῖ νὰ ξεπερνάει τὸ 9 τοῖς ἑκατό γιὰ τὰ δάνεια καὶ τὸ 12 τοῖς ἑκατό γιὰ τὰ προεξοφλήματα. Ἀντίθετα, ἀπ' τὴν ἐφαρμογὴ τῆς ἐγκυκλίου ἐξαιροῦνται ἡ Ἐθνικὴ Τράπεζα καὶ ἡ Ἀγροτική. Ἡ ἀπόφαση αὐτὴ εἶναι μιὰ χάρη στοὺς τραπεζίτες, οἱ ὁποῖοι θὰ συνεχίσουν νὰ ἐκμεταλλεύονται τοὺς μικρομαγαζάτορες καὶ τοὺς ἀγρότες μὲ τοὺς τοκογλυφικοὺς τόκους. Ἐνῶ τὸ κράτος δὲν κάνει τίποτα γιὰ τὴ λύση τοῦ ζητήματος τῶν χρεῶν. — [470, 1113, 688, 1357]
article-power — [1146, 100, 1364, 1660]
paragraph: Ἀλλὰ νὰ καταφέρουμε πάλι τὴν ἀπεργία πρέπει νὰ ὀργανώσουμε τὶς ἐπιτροπὲς τῆς ἐργοστασιακῆς μας δουλειᾶς, νὰ ἀποκαλύψουμε τὸ γεγονὸς ὅτι ἡ ἐργοδοσία δὲν ἔχει ἀνάγκη ἀπὸ μεγάλη τὴν παραγωγή καὶ ὅτι ἡ μονη λύση εἶναι ὁ ἀγώνας. — [16, 1041, 256, 1138]
feuilleton-continued: (Αὔριο τὸ τέλος) — [1273, 1987, 1365, 2003]
page-number: 2 — [14, 0, 24, 18]
author-signature: ΚΩΣΤΑΣ ΘΕΟΣ — [161, 1663, 256, 1679]
paragraph: «Ἐκεῖνο τὸν καιρὸ ὁ Ἰλίτς ἔγραφε τὸ «Τί νὰ κάνουμε;». Σκεφτόταν πολὺ καὶ περπατοῦσε στὸ δωμάτιο ἀπὸ τὴ μιὰ ἄκρη στὴν ἄλλη. Ὕστερα καθόταν καὶ ἔγραφε γρήγορα. Ἀγαποῦσε νὰ διαβάζει δυνατὰ ὅ,τι ἔγραφε. — [470, 1741, 913, 2035]
paragraph: Ἡ Ἐπιτροπὴ τῆς ἀπεργίας κάλεσε τοὺς ἐργάτες ὅλων τῶν ἐργοστασίων νὰ δείξουν τὴν ἀλληλεγγύη τους. Ἡ ἀπεργία θὰ συνεχιστεῖ μέχρι τὴν ἱκανοποίηση τῶν αἰτημάτων: αὔξηση μεροκαμάτων, 8ωρη ἐργασία, ἐπαναπρόσληψη ἀπολυμένων. Χθὲς ἔγινε συγκέντρωση στὰ γραφεῖα τοῦ Σωματείου, ὅπου ἀποφασίστηκε ἡ συνέχιση τῆς ἀπεργίας. Μαζεύτηκαν καὶ ἔρανοι γιὰ τοὺς ἀπεργοὺς. — [927, 878, 1135, 1057]
paragraph: Γιὰ ὅλα αὐτὰ τὰ ἐπιχειρήματα δὲν πρέπει νὰ πλήττουν τὴν ἀντίσταση τῶν ἐργατῶν, ἀλλὰ νὰ παλεύουν μὲ τὴν δυνατότερη ὀργάνωση. Στὴ γενικὴ συνέλευση τῆς Ἐπιτροπῆς Ἀγώνα μὲ τὴν πάλη τῶν καπνεργατῶν, τῆς Γενικῆς Συνομοσπονδίας εἶναι ἡ δύναμη τοῦ ἀγώνα. Ἡ ἐπιτροπὴ δὲν πρέπει νὰ λησμονήσει ὅτι ὅλα τὰ προπαρασκευαστικὰ μέτρα πρέπει νὰ ὀργανωθοῦν. — [16, 893, 256, 1039]
paragraph: Ὁ Ὑπουργὸς τῶν Οἰκονομικῶν ἔχει ὑποσχεθεῖ στοὺς ἐργάτες ὅτι θὰ ἐξετάσει τὸ ζήτημα, ἀλλ' ὡς τώρα δὲν ἔχει κάνει τίποτα. Ἡ Ἐπιτροπὴ τῶν ἐργατῶν ἔχει ζητήσει νὰ δεῖ τὸν Ὑπουργό, ἀλλ' αὐτὸς ἀρνήθηκε. Οἱ ἐργάτες πρέπει νὰ ὀργανωθοῦν καὶ νὰ ἀγωνιστοῦν γιὰ τὰ δικαιώματά τους. — [1376, 635, 1590, 765]
section-heading: ΕΞΑΓΟΡΑ ΤΗΣ ΣΗΤΕΙΑΣ — [698, 1380, 916, 1397]
section-heading: ΓΙΑ ΤΟΥΣ ΑΡΤΕΡΓΑΤΕΣ ΘΕΣ/ΝΙΚΗΣ — [470, 909, 688, 943]
